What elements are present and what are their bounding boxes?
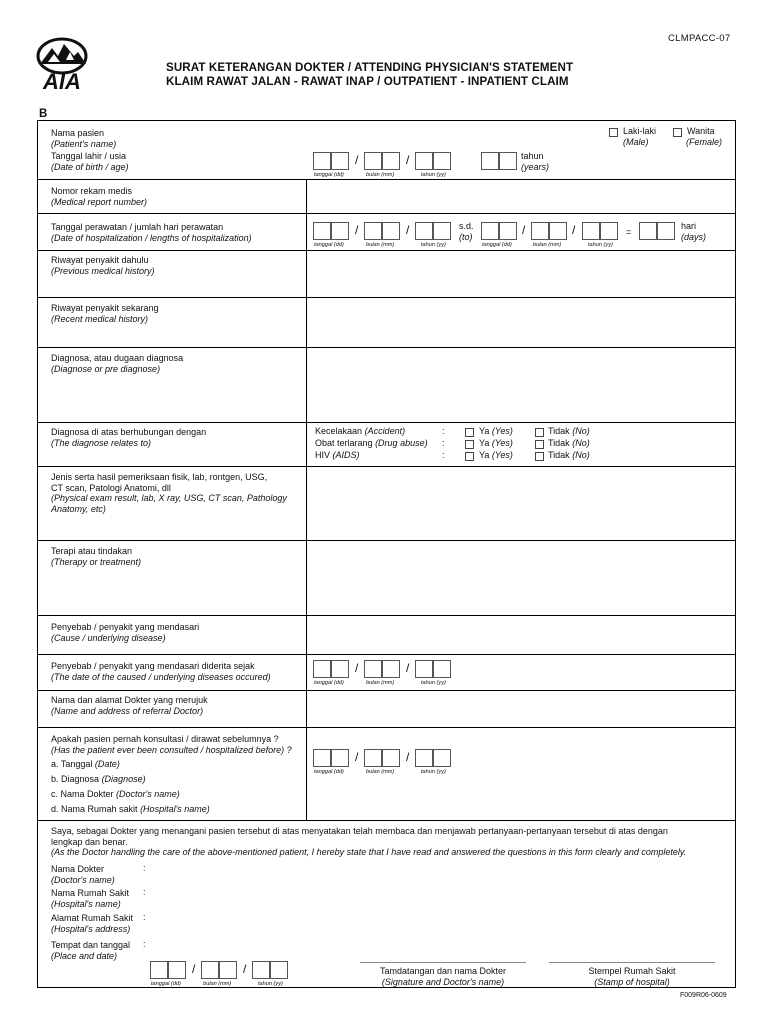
to-label-en: (to) [459, 232, 473, 242]
female-checkbox[interactable] [673, 128, 682, 137]
no-label: Tidak (No) [548, 438, 590, 448]
no-label: Tidak (No) [548, 426, 590, 436]
referral-label: Nama dan alamat Dokter yang merujuk (Name and address of referral Doctor) [51, 695, 208, 716]
stamp-label: Stempel Rumah Sakit [588, 966, 676, 976]
yes-label: Ya (Yes) [479, 450, 513, 460]
male-label-en: (Male) [623, 137, 649, 147]
row-divider [37, 422, 736, 423]
yes-label: Ya (Yes) [479, 426, 513, 436]
colon: : [143, 863, 146, 873]
referral-field[interactable] [307, 691, 735, 726]
diagnose-label: Diagnosa, atau dugaan diagnosa (Diagnose or pre diagnose) [51, 353, 184, 374]
no-label: Tidak (No) [548, 450, 590, 460]
colon: : [143, 887, 146, 897]
hospital-name-label: Nama Rumah Sakit (Hospital's name) [51, 888, 130, 909]
colon: : [442, 450, 445, 460]
dob-label: Tanggal lahir / usia (Date of birth / age) [51, 151, 129, 172]
female-label: Wanita [687, 126, 715, 136]
years-label-en: (years) [521, 162, 550, 172]
consulted-hospital-label: d. Nama Rumah sakit (Hospital's name) [51, 804, 210, 814]
row-divider [37, 654, 736, 655]
aia-logo [32, 36, 92, 92]
colon: : [442, 426, 445, 436]
cause-field[interactable] [307, 616, 735, 653]
place-date-label: Tempat dan tanggal (Place and date) [51, 940, 131, 961]
equals-sign: = [626, 227, 632, 237]
relates-option-drug: Obat terlarang (Drug abuse) [315, 438, 428, 448]
days-label-en: (days) [681, 232, 707, 242]
consulted-diagnose-label: b. Diagnosa (Diagnose) [51, 774, 146, 784]
doctor-name-label: Nama Dokter (Doctor's name) [51, 864, 115, 885]
colon: : [143, 939, 146, 949]
drug-no-checkbox[interactable] [535, 440, 544, 449]
stamp-line[interactable] [549, 962, 715, 963]
title-line-2: KLAIM RAWAT JALAN - RAWAT INAP / OUTPATIENT - INPATIENT CLAIM [166, 75, 569, 88]
male-label: Laki-laki [623, 126, 657, 136]
row-divider [37, 213, 736, 214]
consulted-date-label: a. Tanggal (Date) [51, 759, 120, 769]
relates-label: Diagnosa di atas berhubungan dengan (The diagnose relates to) [51, 427, 207, 448]
row-divider [37, 179, 736, 180]
title-line-1: SURAT KETERANGAN DOKTER / ATTENDING PHYSICIAN'S STATEMENT [166, 61, 574, 74]
therapy-field[interactable] [307, 541, 735, 614]
form-code: CLMPACC-07 [668, 33, 731, 44]
previous-history-field[interactable] [307, 251, 735, 296]
consulted-doctor-label: c. Nama Dokter (Doctor's name) [51, 789, 180, 799]
cause-label: Penyebab / penyakit yang mendasari (Cause / underlying disease) [51, 622, 200, 643]
signature-line[interactable] [360, 962, 526, 963]
hospital-address-label: Alamat Rumah Sakit (Hospital's address) [51, 913, 134, 934]
recent-history-label: Riwayat penyakit sekarang (Recent medical history) [51, 303, 159, 324]
signature-label-en: (Signature and Doctor's name) [381, 977, 505, 987]
exam-label: Jenis serta hasil pemeriksaan fisik, lab, rontgen, USG, CT scan, Patologi Anatomi, dll (Physical exam result, lab, X ray, USG, CT scan, Pathology Anatomy, etc) [51, 472, 287, 514]
patient-name-label: Nama pasien (Patient's name) [51, 128, 117, 149]
row-divider [37, 820, 736, 821]
colon: : [143, 912, 146, 922]
signature-label: Tamdatangan dan nama Dokter [379, 966, 507, 976]
colon: : [442, 438, 445, 448]
logo-text: AIA [43, 69, 81, 92]
to-label: s.d. [459, 221, 474, 231]
days-label: hari [681, 221, 697, 231]
section-label: B [39, 108, 48, 120]
relates-option-hiv: HIV (AIDS) [315, 450, 360, 460]
drug-yes-checkbox[interactable] [465, 440, 474, 449]
male-checkbox[interactable] [609, 128, 618, 137]
hospitalization-label: Tanggal perawatan / jumlah hari perawatan (Date of hospitalization / lengths of hospitalization) [51, 222, 252, 243]
hiv-no-checkbox[interactable] [535, 452, 544, 461]
footer-code: F009R06-0609 [680, 992, 727, 999]
declaration-text: Saya, sebagai Dokter yang menangani pasien tersebut di atas menyatakan telah membaca dan menjawab pertanyaan-pertanyaan tersebut di atas dengan lengkap dan benar. (As the Doctor handling the care of the above-mentioned patient, I hereby state that I have read and answered the questions in this form clearly and completely. [51, 826, 687, 857]
hiv-yes-checkbox[interactable] [465, 452, 474, 461]
recent-history-field[interactable] [307, 298, 735, 346]
stamp-label-en: (Stamp of hospital) [594, 977, 670, 987]
cause-since-label: Penyebab / penyakit yang mendasari diderita sejak (The date of the caused / underlying diseases occured) [51, 661, 271, 682]
years-label: tahun [521, 151, 544, 161]
yes-label: Ya (Yes) [479, 438, 513, 448]
accident-yes-checkbox[interactable] [465, 428, 474, 437]
female-label-en: (Female) [686, 137, 723, 147]
exam-field[interactable] [307, 467, 735, 539]
row-divider [37, 727, 736, 728]
medical-record-label: Nomor rekam medis (Medical report number) [51, 186, 148, 207]
relates-option-accident: Kecelakaan (Accident) [315, 426, 406, 436]
accident-no-checkbox[interactable] [535, 428, 544, 437]
therapy-label: Terapi atau tindakan (Therapy or treatment) [51, 546, 142, 567]
consulted-label: Apakah pasien pernah konsultasi / dirawat sebelumnya ? (Has the patient ever been consulted / hospitalized before) ? [51, 734, 292, 755]
previous-history-label: Riwayat penyakit dahulu (Previous medical history) [51, 255, 155, 276]
diagnose-field[interactable] [307, 348, 735, 421]
